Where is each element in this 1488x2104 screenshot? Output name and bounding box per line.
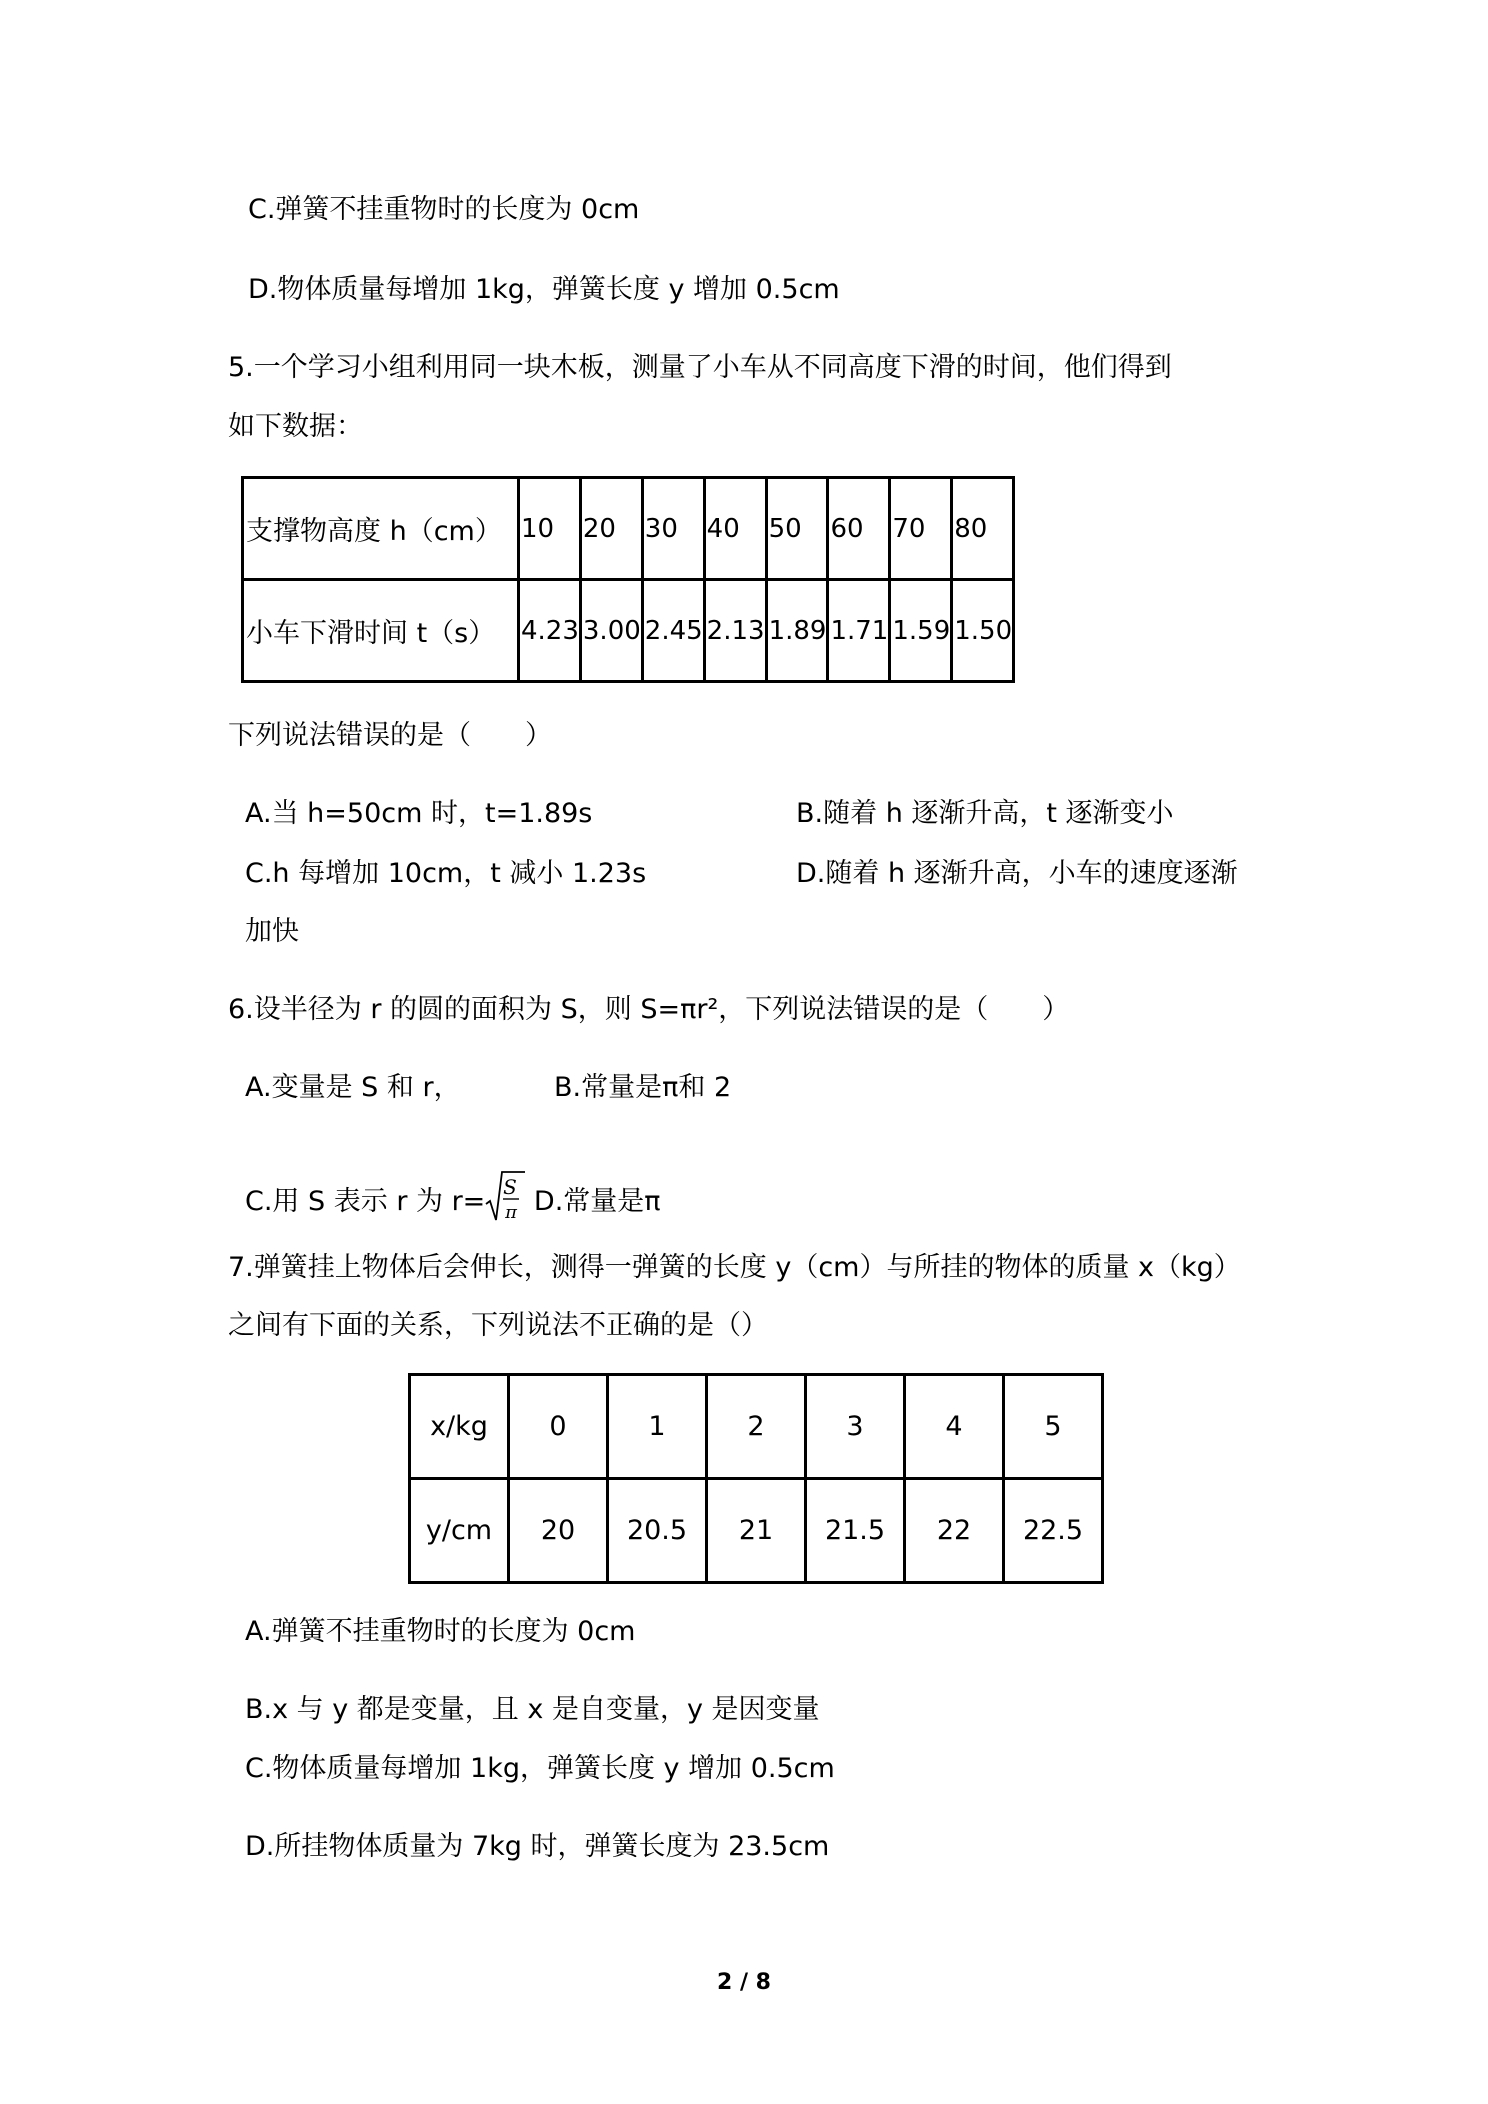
table-cell: 20.5 [608, 1479, 707, 1583]
sqrt-numerator: S [503, 1175, 518, 1199]
table-cell: 30 [642, 478, 704, 580]
table-row-header: x/kg [410, 1375, 509, 1479]
table-cell: 40 [704, 478, 766, 580]
q7-stem-line1: 7.弹簧挂上物体后会伸长，测得一弹簧的长度 y（cm）与所挂的物体的质量 x（kg） [228, 1252, 1241, 1283]
sqrt-symbol [485, 1168, 525, 1224]
q5-stem-line1: 5.一个学习小组利用同一块木板，测量了小车从不同高度下滑的时间，他们得到 [228, 352, 1172, 383]
table-cell: 80 [952, 478, 1014, 580]
q5-option-b: B.随着 h 逐渐升高，t 逐渐变小 [796, 798, 1174, 829]
q4-option-d: D.物体质量每增加 1kg，弹簧长度 y 增加 0.5cm [248, 274, 840, 305]
table-cell: 4 [905, 1375, 1004, 1479]
q5-data-table [241, 476, 1015, 683]
table-cell: 21 [707, 1479, 806, 1583]
table-cell: 3.00 [580, 580, 642, 682]
table-cell: 10 [519, 478, 581, 580]
table-cell: 1.59 [890, 580, 952, 682]
table-cell: 0 [509, 1375, 608, 1479]
table-row-header: 小车下滑时间 t（s） [243, 580, 519, 682]
table-cell: 22.5 [1004, 1479, 1103, 1583]
table-cell: 60 [828, 478, 890, 580]
q6-option-b: B.常量是π和 2 [554, 1072, 732, 1103]
table-cell: 1 [608, 1375, 707, 1479]
table-cell: 2.13 [704, 580, 766, 682]
q6-option-c-prefix: C.用 S 表示 r 为 r= [245, 1186, 486, 1217]
table-row [243, 478, 1014, 580]
table-cell: 5 [1004, 1375, 1103, 1479]
q5-option-d-line2: 加快 [245, 916, 299, 947]
table-row [243, 580, 1014, 682]
table-cell: 1.89 [766, 580, 828, 682]
q6-stem: 6.设半径为 r 的圆的面积为 S，则 S=πr²，下列说法错误的是（ ） [228, 994, 1070, 1025]
q6-option-c [245, 1168, 661, 1234]
page-number: 2 / 8 [717, 1970, 771, 1995]
q4-option-c: C.弹簧不挂重物时的长度为 0cm [248, 194, 640, 225]
table-row [410, 1375, 1103, 1479]
sqrt-formula [485, 1168, 525, 1234]
q7-option-a: A.弹簧不挂重物时的长度为 0cm [245, 1616, 636, 1647]
sqrt-denominator: π [505, 1202, 518, 1223]
table-cell: 20 [580, 478, 642, 580]
q5-option-c: C.h 每增加 10cm，t 减小 1.23s [245, 858, 647, 889]
table-cell: 1.71 [828, 580, 890, 682]
table-cell: 2.45 [642, 580, 704, 682]
q5-stem-line2: 如下数据： [228, 411, 363, 442]
table-row-header: y/cm [410, 1479, 509, 1583]
table-cell: 21.5 [806, 1479, 905, 1583]
table-cell: 1.50 [952, 580, 1014, 682]
table-row-header: 支撑物高度 h（cm） [243, 478, 519, 580]
q7-data-table [408, 1373, 1104, 1584]
table-cell: 50 [766, 478, 828, 580]
table-cell: 20 [509, 1479, 608, 1583]
q5-option-a: A.当 h=50cm 时，t=1.89s [245, 798, 593, 829]
q5-option-d-line1: D.随着 h 逐渐升高，小车的速度逐渐 [796, 858, 1238, 889]
q7-option-d: D.所挂物体质量为 7kg 时，弹簧长度为 23.5cm [245, 1831, 830, 1862]
q7-stem-line2: 之间有下面的关系，下列说法不正确的是（） [228, 1310, 768, 1341]
table-cell: 2 [707, 1375, 806, 1479]
q6-option-d: D.常量是π [533, 1186, 661, 1217]
table-cell: 3 [806, 1375, 905, 1479]
table-row [410, 1479, 1103, 1583]
q7-option-b: B.x 与 y 都是变量，且 x 是自变量，y 是因变量 [245, 1694, 820, 1725]
table-cell: 22 [905, 1479, 1004, 1583]
q7-option-c: C.物体质量每增加 1kg，弹簧长度 y 增加 0.5cm [245, 1753, 835, 1784]
table-cell: 70 [890, 478, 952, 580]
q6-option-a: A.变量是 S 和 r， [245, 1072, 461, 1103]
table-cell: 4.23 [519, 580, 581, 682]
q5-question: 下列说法错误的是（ ） [228, 720, 552, 751]
